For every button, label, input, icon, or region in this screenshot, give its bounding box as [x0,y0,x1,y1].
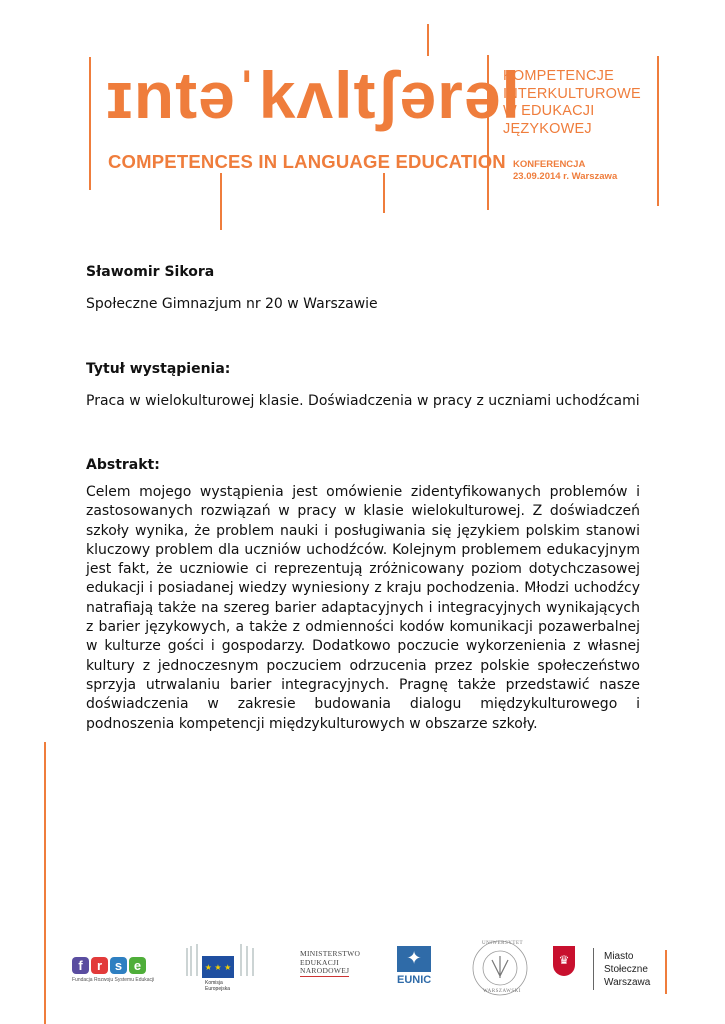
conference-date: 23.09.2014 r. Warszawa [513,171,618,182]
conference-polish-title [503,68,641,138]
european-commission-logo [185,942,257,990]
polish-title-line: JĘZYKOWEJ [503,120,592,137]
university-bottom-text: WARSZAWSKI [483,989,521,994]
conference-logo-subtitle: COMPETENCES IN LANGUAGE EDUCATION [108,151,506,172]
frse-letter: f [72,957,89,974]
warsaw-crest-icon: ♛ [553,946,575,976]
frse-letter: e [129,957,146,974]
eunic-bird-icon: ✦ [397,946,431,972]
ministry-line: NARODOWEJ [300,966,350,975]
polish-title-line: W EDUKACJI [503,103,595,119]
conference-logo-wordmark: ɪntəˈkʌltʃərəl [106,58,521,132]
page-right-margin-line [665,950,667,994]
warsaw-line: Stołeczne [604,964,648,975]
warsaw-line: Warszawa [604,977,651,988]
page-left-margin-line [44,742,46,1024]
talk-title: Praca w wielokulturowej klasie. Doświadczenia w pracy z uczniami uchodźcami [86,393,640,409]
eu-flag-icon: ★ ★ ★ [202,956,234,978]
university-top-text: UNIWERSYTET [482,941,524,946]
conference-label: KONFERENCJA [513,159,586,170]
ec-caption-line: Europejska [205,986,231,992]
abstract-label: Abstrakt: [86,457,160,473]
conference-info [513,159,617,183]
ministry-logo [300,950,360,977]
header-center-top-line [427,24,429,56]
talk-title-label: Tytuł wystąpienia: [86,361,231,377]
school-name: Społeczne Gimnazjum nr 20 w Warszawie [86,296,378,312]
eunic-logo [397,946,433,986]
frse-caption: Fundacja Rozwoju Systemu Edukacji [72,977,155,983]
header-left-line [89,57,91,190]
abstract-text: Celem mojego wystąpienia jest omówienie zidentyfikowanych problemów i zastosowanych rozwiązań w pracy w klasie wielokulturowej. Z doświadczeń szkoły wynika, że problem nauki i posługiwania się językiem polskim stanowi kluczowy problem dla uczniów uchodźców. Kolejnym problemem edukacyjnym jest fakt, że uczniowie ci reprezentują zróżnicowany poziom dotychczasowej edukacji i posiadanej wiedzy wyniesiony z kraju pochodzenia. Młodzi uchodźcy natrafiają także na szereg barier adaptacyjnych i integracyjnych wynikających z barier językowych, a także z odmienności kodów komunikacji pozawerbalnej w kulturze gości i gospodarzy. Dodatkowo poczucie wykorzenienia z własnej kultury z jednoczesnym poczuciem odrzucenia przez polskie społeczeństwo sprzyja utrwalaniu barier integracyjnych. Pragnę także przedstawić nasze doświadczenia w zakresie budowania dialogu międzykulturowego i podnoszenia kompetencji międzykulturowych w obszarze szkoły. [86,484,640,732]
ec-caption [205,980,230,992]
frse-letter: s [110,957,127,974]
polish-title-line: INTERKULTUROWE [503,85,641,102]
header-underline-tick [220,173,222,230]
ministry-line: MINISTERSTWO [300,949,361,958]
eunic-label: EUNIC [397,974,432,986]
frse-letter: r [91,957,108,974]
author-name: Sławomir Sikora [86,264,215,280]
university-of-warsaw-logo [470,938,530,998]
warsaw-line: Miasto [604,951,634,962]
polish-title-line: KOMPETENCJE [503,68,614,84]
header-right-line [657,56,659,206]
warsaw-divider [593,948,594,990]
ministry-line: EDUKACJI [300,957,340,967]
header-underline-tick-2 [383,173,385,213]
warsaw-name [604,950,650,989]
ec-caption-line: Komisja [205,980,223,986]
frse-logo [72,957,154,1017]
